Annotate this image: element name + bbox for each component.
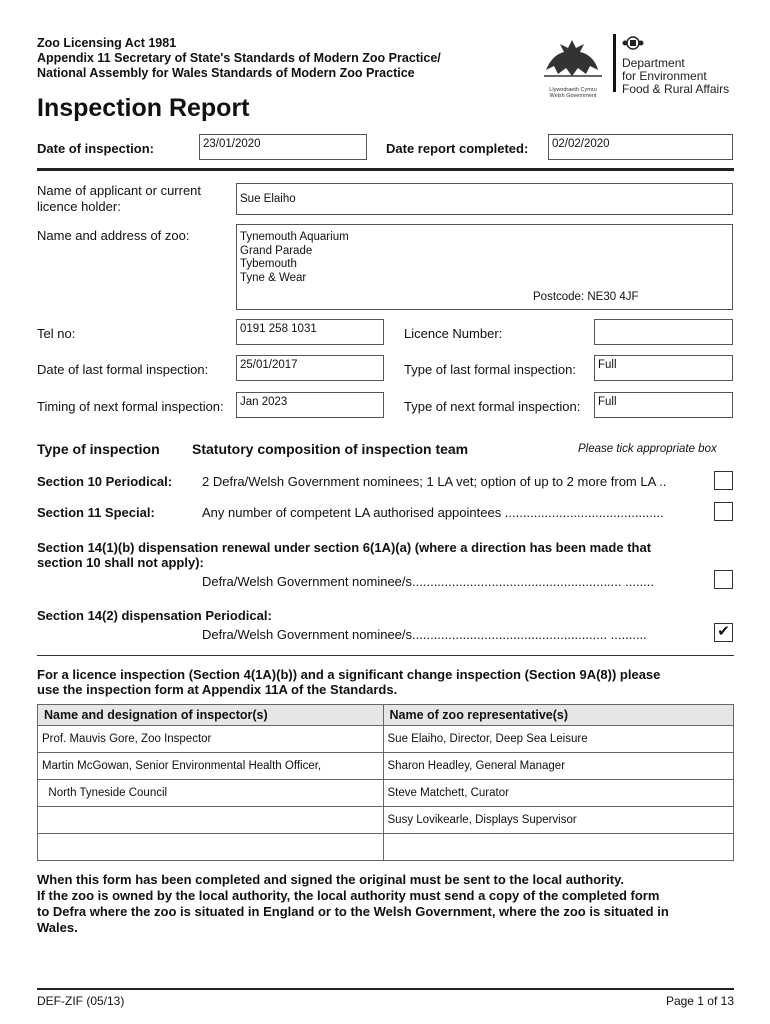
inspection-team-table [37, 704, 734, 861]
representative-cell[interactable] [383, 834, 733, 861]
postcode-value: NE30 4JF [587, 291, 639, 303]
table-header-row [38, 705, 734, 726]
representative-cell[interactable]: Steve Matchett, Curator [383, 780, 733, 807]
next-inspection-type-field[interactable]: Full [594, 392, 733, 418]
inspector-cell[interactable]: Martin McGowan, Senior Environmental Health Officer, [38, 753, 384, 780]
zoo-address-line-3: Tybemouth [240, 258, 297, 270]
last-inspection-type-field[interactable]: Full [594, 355, 733, 381]
representative-cell[interactable]: Sue Elaiho, Director, Deep Sea Leisure [383, 726, 733, 753]
licence-inspection-note [37, 667, 660, 697]
last-inspection-date-label: Date of last formal inspection: [37, 362, 209, 377]
section-10-checkbox[interactable] [714, 471, 733, 490]
defra-logo-bar [613, 34, 616, 92]
inspection-date-field[interactable]: 23/01/2020 [199, 134, 367, 160]
tel-label: Tel no: [37, 326, 76, 341]
section-11-label: Section 11 Special: [37, 505, 155, 520]
table-row [38, 753, 734, 780]
tel-field[interactable]: 0191 258 1031 [236, 319, 384, 345]
table-row [38, 834, 734, 861]
zoo-address-field[interactable] [236, 224, 733, 310]
zoo-address-line-2: Grand Parade [240, 244, 313, 257]
section-10-text: 2 Defra/Welsh Government nominees; 1 LA vet; option of up to 2 more from LA .. [202, 474, 667, 489]
report-completed-field[interactable]: 02/02/2020 [548, 134, 733, 160]
defra-line3: Food & Rural Affairs [622, 82, 730, 96]
next-inspection-timing-label: Timing of next formal inspection: [37, 399, 224, 414]
section-14-1b-line2: section 10 shall not apply): [37, 555, 204, 570]
page-number: Page 1 of 13 [665, 994, 734, 1008]
inspector-cell[interactable] [38, 807, 384, 834]
section-14-1b-checkbox[interactable] [714, 570, 733, 589]
section-11-checkbox[interactable] [714, 502, 733, 521]
type-of-inspection-heading: Type of inspection [37, 441, 160, 457]
last-inspection-date-field[interactable]: 25/01/2017 [236, 355, 384, 381]
header-text [37, 36, 441, 81]
representative-cell[interactable]: Sharon Headley, General Manager [383, 753, 733, 780]
welsh-logo-line1: Llywodraeth Cymru [549, 87, 597, 93]
crest-icon [622, 34, 644, 52]
header-divider [37, 168, 734, 171]
report-completed-label: Date report completed: [386, 141, 529, 156]
submission-note [37, 872, 669, 936]
section-11-text: Any number of competent LA authorised appointees ............................................ [202, 505, 664, 520]
applicant-label-line2: licence holder: [37, 199, 121, 214]
licence-note-line1: For a licence inspection (Section 4(1A)(b)) and a significant change inspection (Section 9A(8)) please [37, 667, 661, 682]
defra-logo [622, 34, 729, 96]
zoo-address-label: Name and address of zoo: [37, 228, 190, 243]
next-inspection-timing-field[interactable]: Jan 2023 [236, 392, 384, 418]
tick-instruction: Please tick appropriate box [578, 443, 717, 455]
table-row [38, 726, 734, 753]
header-appendix: Appendix 11 Secretary of State's Standards of Modern Zoo Practice/ [37, 51, 441, 65]
section-divider [37, 655, 734, 656]
representatives-column-header: Name of zoo representative(s) [383, 705, 733, 726]
header-assembly: National Assembly for Wales Standards of Modern Zoo Practice [37, 66, 415, 80]
submission-note-line4: Wales. [37, 920, 78, 935]
inspector-cell[interactable] [38, 834, 384, 861]
checkmark-icon: ✔ [717, 623, 730, 640]
page-title: Inspection Report [37, 94, 250, 122]
form-code: DEF-ZIF (05/13) [37, 994, 125, 1008]
table-row [38, 807, 734, 834]
inspector-cell[interactable]: North Tyneside Council [38, 780, 384, 807]
section-14-2-checkbox[interactable] [714, 623, 733, 642]
welsh-government-logo [538, 32, 608, 99]
section-14-1b-heading [37, 540, 651, 570]
header-act: Zoo Licensing Act 1981 [37, 36, 177, 50]
dragon-icon [538, 32, 608, 82]
licence-note-line2: use the inspection form at Appendix 11A of the Standards. [37, 682, 398, 697]
table-row [38, 780, 734, 807]
postcode-label: Postcode: [533, 291, 585, 303]
next-inspection-type-label: Type of next formal inspection: [404, 399, 581, 414]
applicant-field[interactable]: Sue Elaiho [236, 183, 733, 215]
submission-note-line2: If the zoo is owned by the local authority, the local authority must send a copy of the completed form [37, 888, 660, 903]
last-inspection-type-label: Type of last formal inspection: [404, 362, 576, 377]
representative-cell[interactable]: Susy Lovikearle, Displays Supervisor [383, 807, 733, 834]
section-14-1b-text: Defra/Welsh Government nominee/s.......................................................... ........ [202, 574, 655, 589]
defra-line2: for Environment [622, 69, 707, 83]
licence-number-label: Licence Number: [404, 326, 503, 341]
section-10-label: Section 10 Periodical: [37, 474, 173, 489]
composition-heading: Statutory composition of inspection team [192, 441, 469, 457]
section-14-2-heading: Section 14(2) dispensation Periodical: [37, 608, 272, 623]
section-14-2-text: Defra/Welsh Government nominee/s...................................................... .......... [202, 627, 647, 642]
applicant-label [37, 183, 201, 215]
inspectors-column-header: Name and designation of inspector(s) [38, 705, 384, 726]
inspection-date-label: Date of inspection: [37, 141, 155, 156]
zoo-address-line-4: Tyne & Wear [240, 271, 307, 284]
inspector-cell[interactable]: Prof. Mauvis Gore, Zoo Inspector [38, 726, 384, 753]
applicant-label-line1: Name of applicant or current [37, 183, 202, 198]
footer-divider [37, 988, 734, 990]
zoo-address-line-1: Tynemouth Aquarium [240, 231, 349, 243]
defra-line1: Department [622, 56, 685, 70]
licence-number-field[interactable] [594, 319, 733, 345]
submission-note-line1: When this form has been completed and signed the original must be sent to the local authority. [37, 872, 624, 887]
section-14-1b-line1: Section 14(1)(b) dispensation renewal under section 6(1A)(a) (where a direction has been made that [37, 540, 652, 555]
welsh-logo-line2: Welsh Government [549, 93, 597, 99]
submission-note-line3: to Defra where the zoo is situated in England or to the Welsh Government, where the zoo is situated in [37, 904, 669, 919]
